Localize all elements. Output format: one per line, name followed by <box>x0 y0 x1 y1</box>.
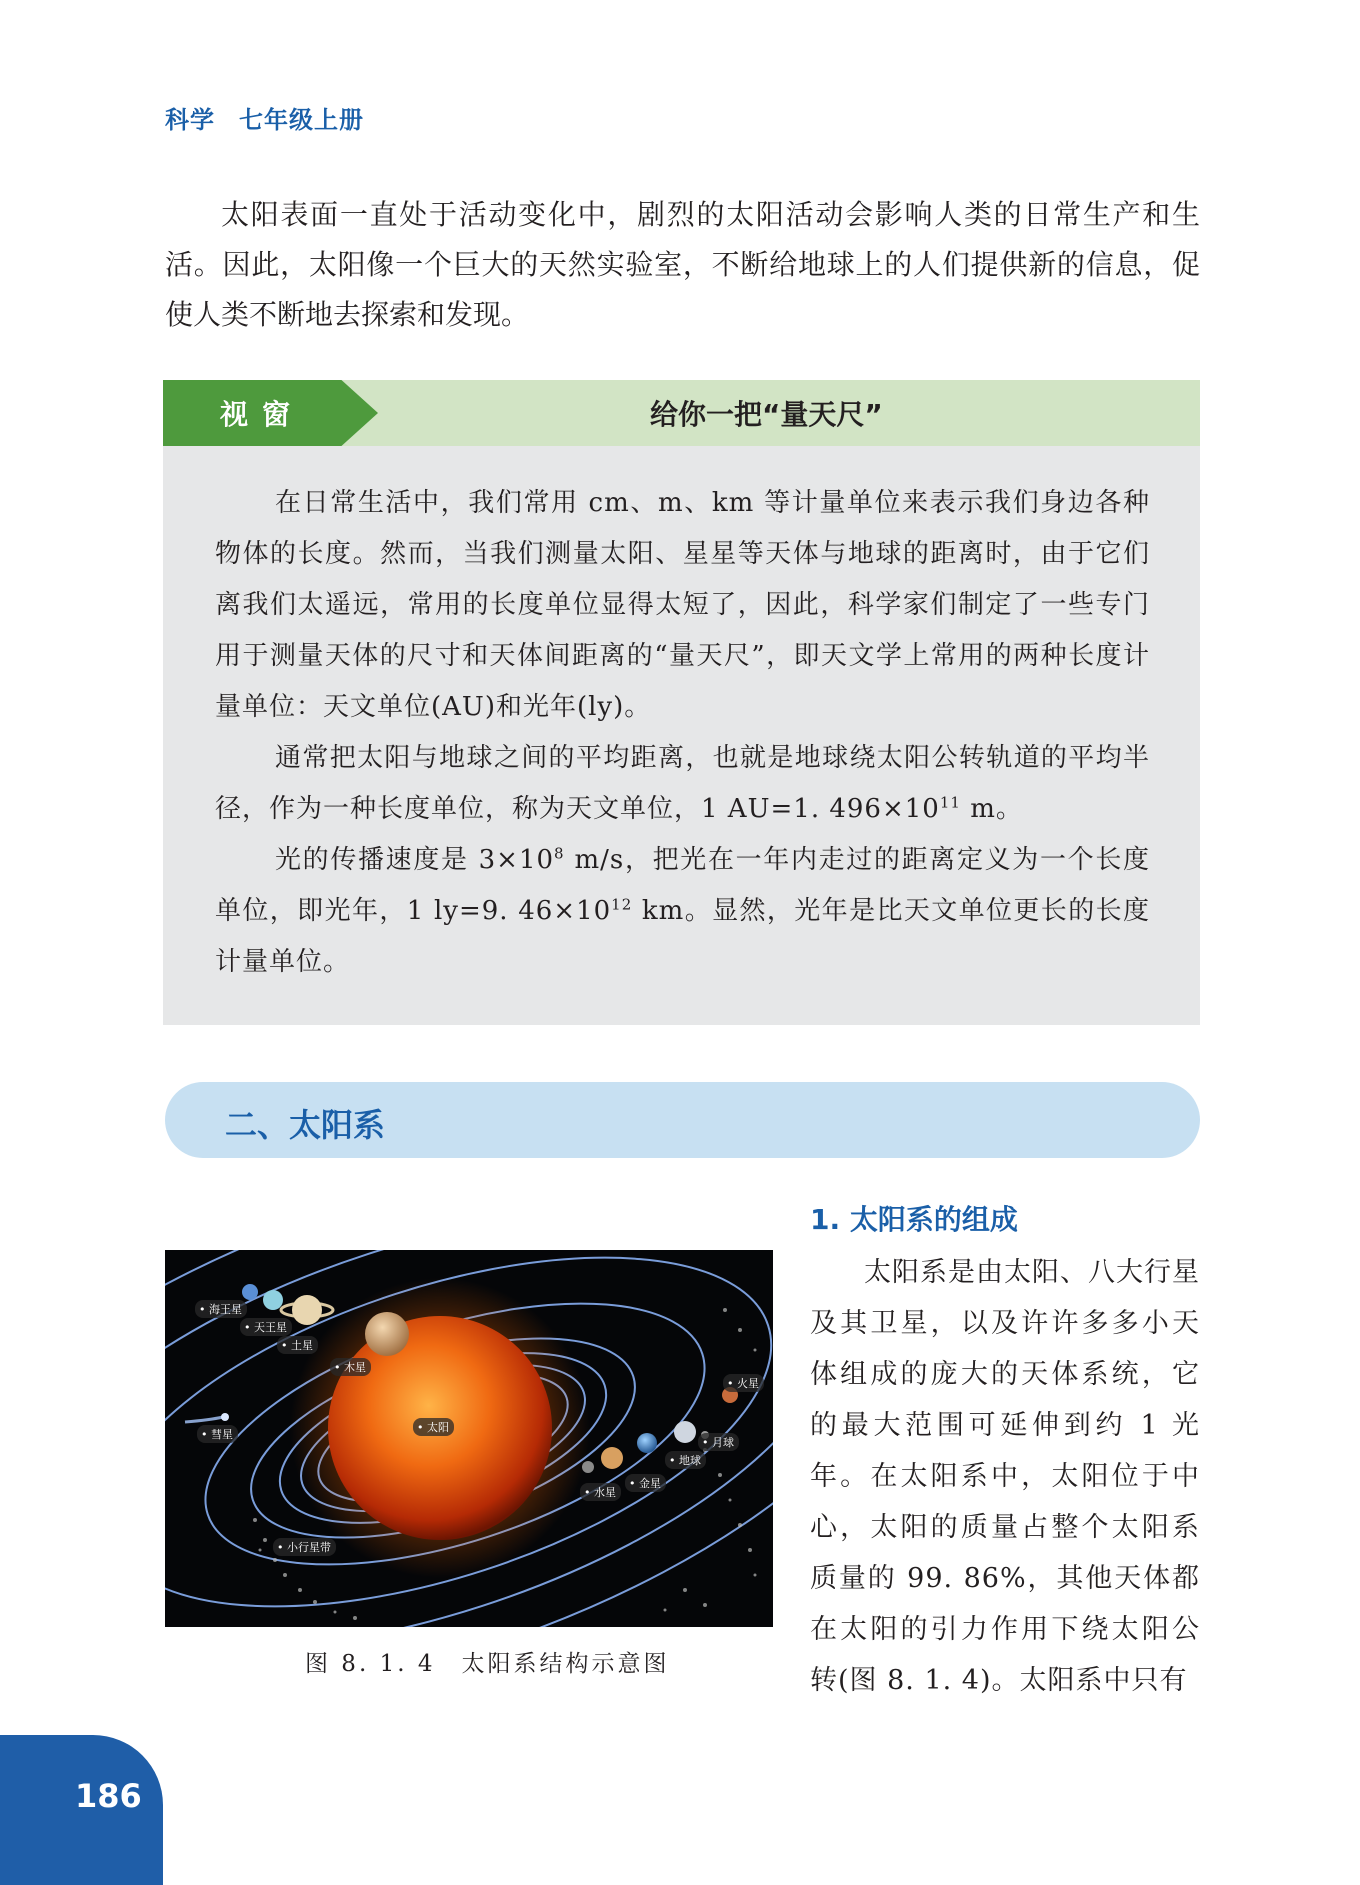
label-asteroid-belt: • 小行星带 <box>273 1538 336 1556</box>
header-grade: 七年级上册 <box>239 106 364 134</box>
figure-caption: 图 8. 1. 4 太阳系结构示意图 <box>305 1651 670 1677</box>
page-number: 186 <box>75 1777 142 1815</box>
label-mercury: • 水星 <box>580 1483 621 1501</box>
label-venus: • 金星 <box>625 1474 666 1492</box>
label-earth: • 地球 <box>665 1451 706 1469</box>
section-title: 二、太阳系 <box>225 1106 386 1144</box>
solar-system-illustration <box>165 1250 773 1627</box>
side-paragraph: 太阳系是由太阳、八大行星及其卫星，以及许许多多小天体组成的庞大的天体系统，它的最大范围可延伸到约 1 光年。在太阳系中，太阳位于中心，太阳的质量占整个太阳系质量的 99. 86%，其他天体都在太阳的引力作用下绕太阳公转(图 8. 1. 4)。太阳系中只有 <box>810 1257 1200 1696</box>
subsection-title: 1. 太阳系的组成 <box>810 1203 1018 1236</box>
ly-text-mid: m/s，把光在一年内走过的距离定义为一个长度单位，即光年，1 ly=9. 46×10 <box>215 845 1150 926</box>
window-body <box>215 478 1150 988</box>
label-mars: • 火星 <box>723 1374 764 1392</box>
au-exponent: 11 <box>939 793 961 812</box>
ly-text: 光的传播速度是 3×10 <box>275 845 555 875</box>
label-uranus: • 天王星 <box>240 1318 292 1336</box>
header-subject: 科学 <box>165 106 215 134</box>
label-jupiter: • 木星 <box>330 1358 371 1376</box>
solar-system-figure <box>165 1250 773 1627</box>
au-text: 通常把太阳与地球之间的平均距离，也就是地球绕太阳公转轨道的平均半径，作为一种长度单位，称为天文单位，1 AU=1. 496×10 <box>215 743 1150 824</box>
au-text-end: m。 <box>960 794 1023 824</box>
window-title: 给你一把“量天尺” <box>650 398 883 431</box>
intro-text <box>165 190 1200 340</box>
label-comet: • 彗星 <box>197 1425 238 1443</box>
label-neptune: • 海王星 <box>195 1300 247 1318</box>
side-text <box>810 1247 1200 1706</box>
label-saturn: • 土星 <box>277 1336 318 1354</box>
ly-exponent: 12 <box>611 895 633 914</box>
window-paragraph-3 <box>215 835 1150 988</box>
running-header <box>165 100 364 135</box>
light-speed-exponent: 8 <box>554 844 565 863</box>
intro-paragraph: 太阳表面一直处于活动变化中，剧烈的太阳活动会影响人类的日常生产和生活。因此，太阳像一个巨大的天然实验室，不断给地球上的人们提供新的信息，促使人类不断地去探索和发现。 <box>165 198 1200 331</box>
window-paragraph-1: 在日常生活中，我们常用 cm、m、km 等计量单位来表示我们身边各种物体的长度。然而，当我们测量太阳、星星等天体与地球的距离时，由于它们离我们太遥远，常用的长度单位显得太短了，因此，科学家们制定了一些专门用于测量天体的尺寸和天体间距离的“量天尺”，即天文学上常用的两种长度计量单位：天文单位(AU)和光年(ly)。 <box>215 488 1150 722</box>
window-paragraph-2 <box>215 733 1150 835</box>
label-sun: • 太阳 <box>413 1418 454 1436</box>
window-tag-label: 视窗 <box>220 398 305 431</box>
ly-text-end: km。显然，光年是比天文单位更长的长度计量单位。 <box>215 896 1150 977</box>
label-moon: • 月球 <box>698 1433 739 1451</box>
